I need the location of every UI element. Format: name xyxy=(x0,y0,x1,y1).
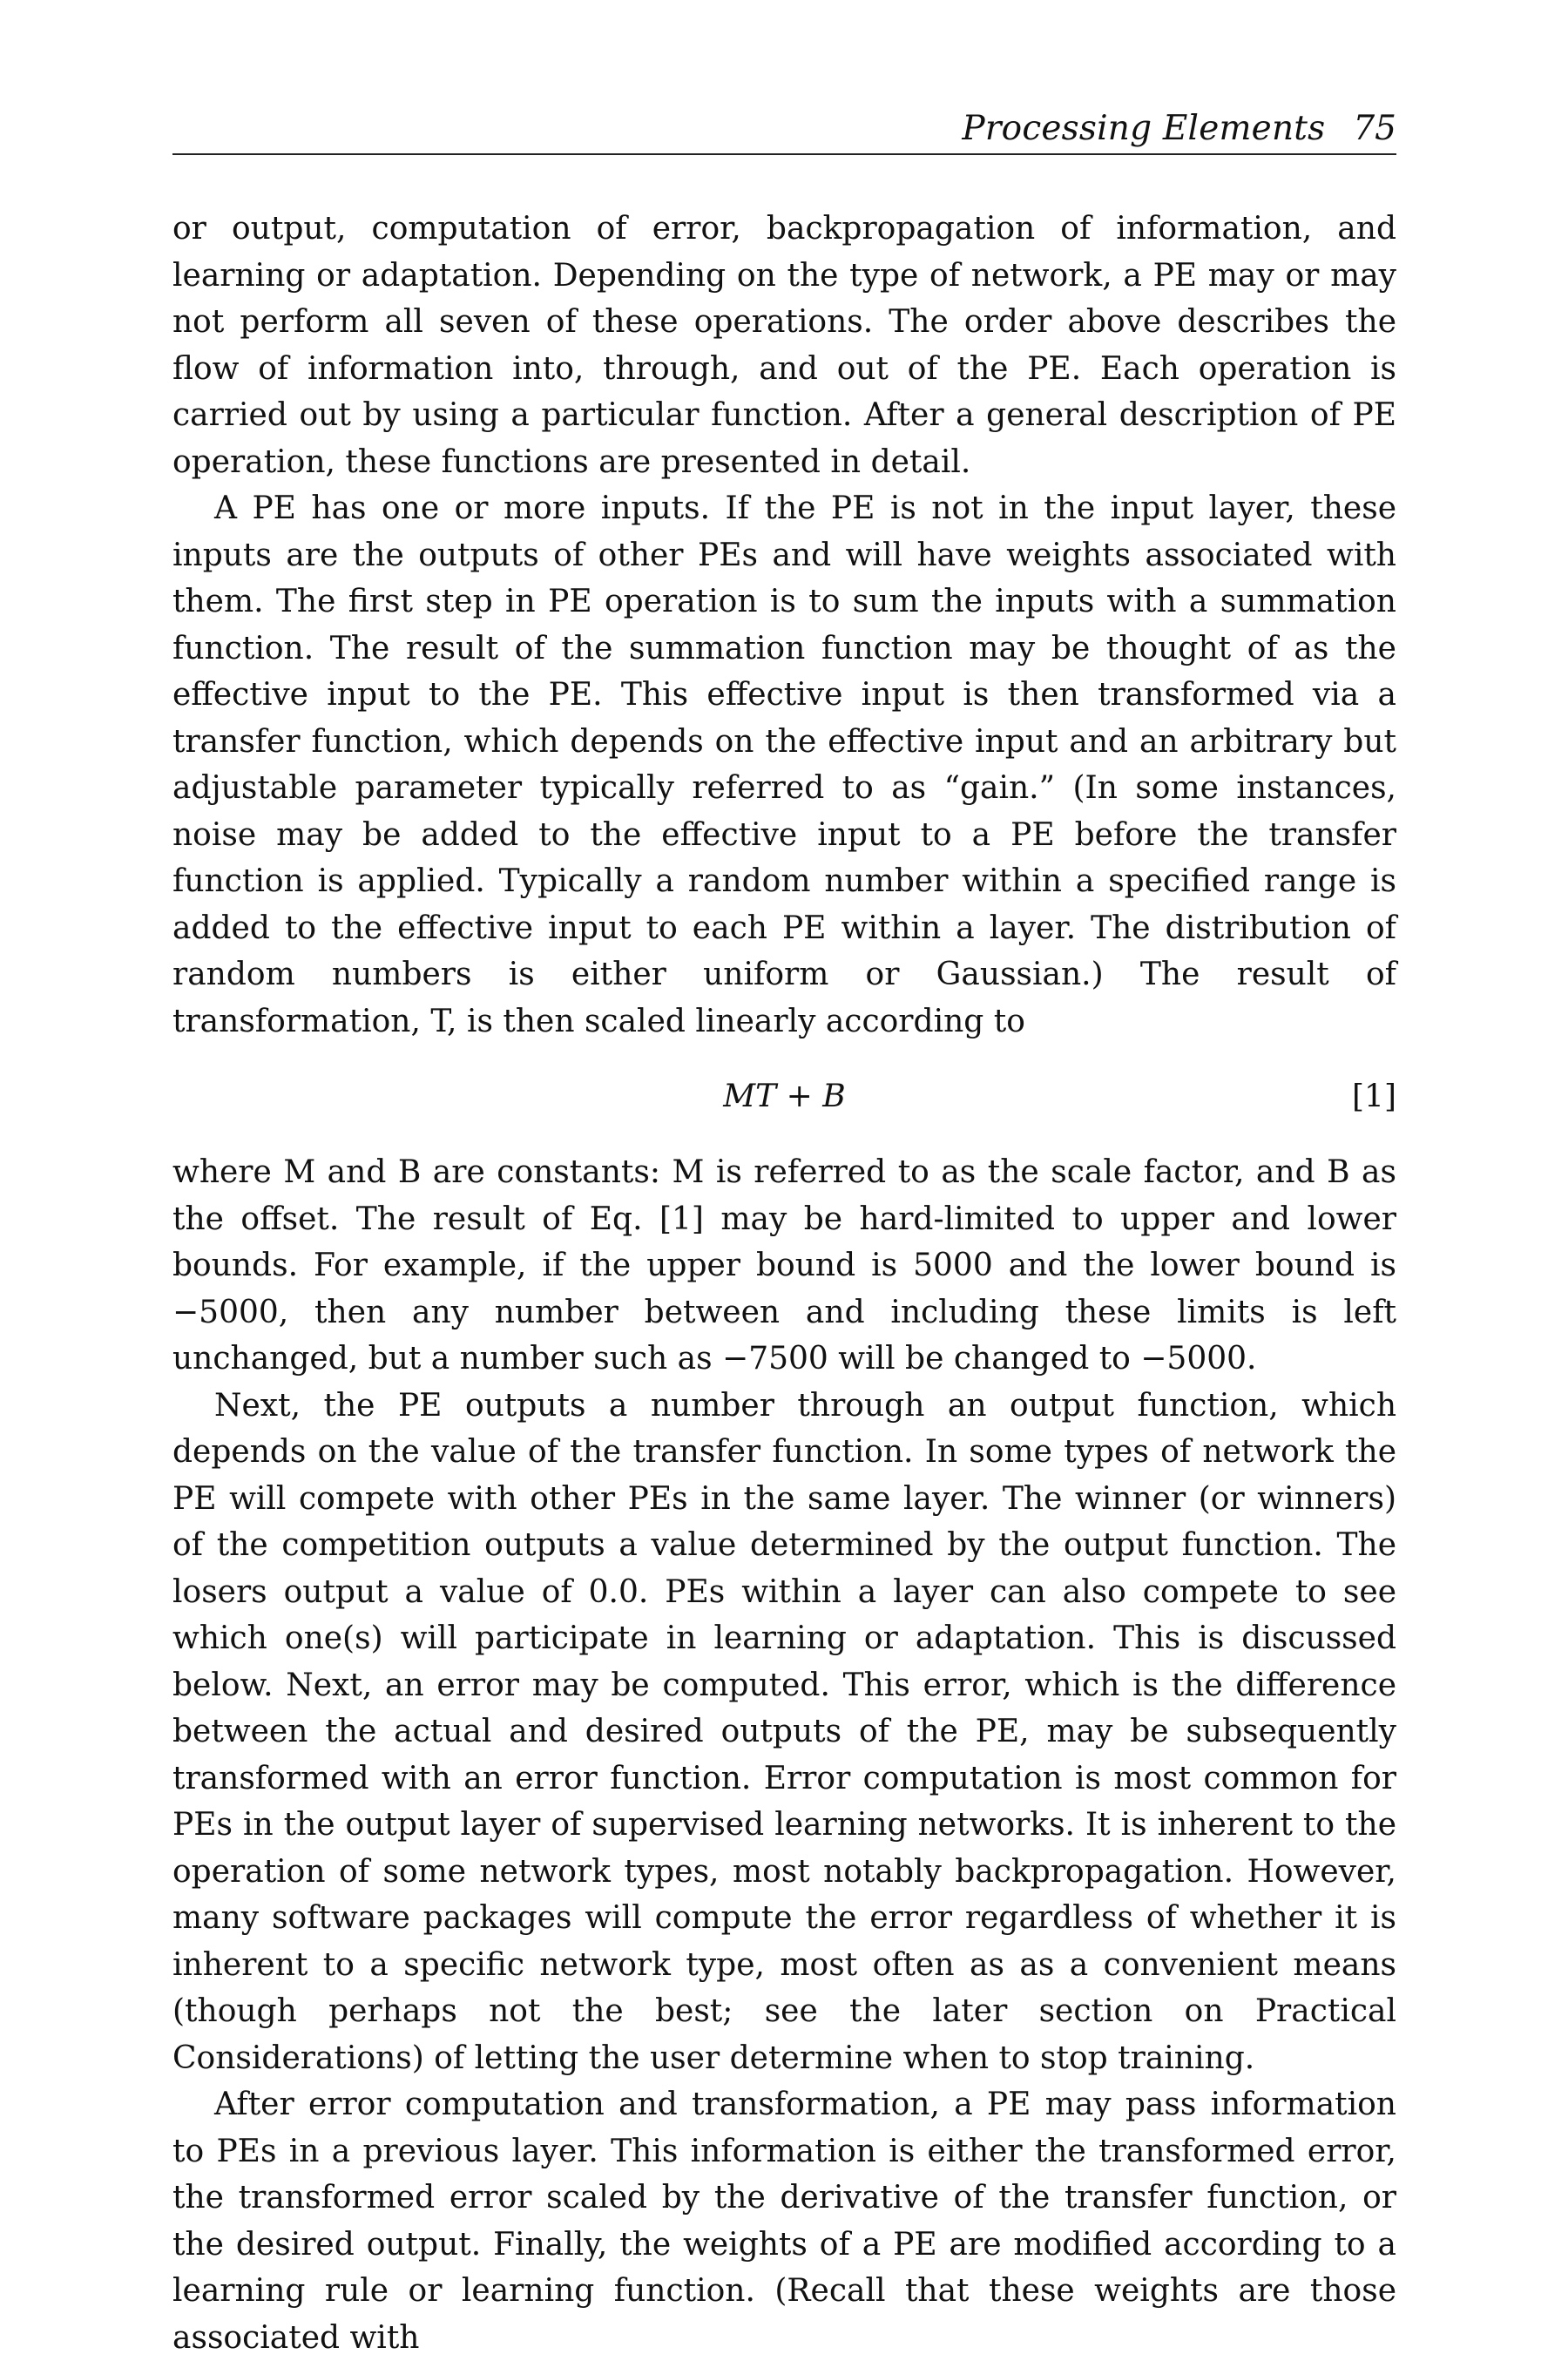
equation-expression: MT + B xyxy=(723,1079,846,1115)
paragraph-2: A PE has one or more inputs. If the PE is not in the input layer, these inputs are the outputs of other PEs and will have weights associated with them. The first step in PE operation is to sum the inputs with a summation function. The result of the summation function may be thought of as the effective input to the PE. This effective input is then transformed via a transfer function, which depends on the effective input and an arbitrary but adjustable parameter typically referred to as “gain.” (In some instances, noise may be added to the effective input to a PE before the transfer function is applied. Typically a random number within a specified range is added to the effective input to each PE within a layer. The distribution of random numbers is either uniform or Gaussian.) The result of transformation, T, is then scaled linearly according to xyxy=(172,490,1396,1039)
page-number: 75 xyxy=(1353,109,1396,148)
paragraph-4: Next, the PE outputs a number through an output function, which depends on the value of the transfer function. In some types of network the PE will compete with other PEs in the same layer. The winner (or winners) of the competition outputs a value determined by the output function. The losers output a value of 0.0. PEs within a layer can also compete to see which one(s) will participate in learning or adaptation. This is discussed below. Next, an error may be computed. This error, which is the difference between the actual and desired outputs of the PE, may be subsequently transformed with an error function. Error computation is most common for PEs in the output layer of supervised learning networks. It is inherent to the operation of some network types, most notably backpropagation. However, many software packages will compute the error regardless of whether it is inherent to a specific network type, most often as as a convenient means (though perhaps not the best; see the later section on Practical Considerations) of letting the user determine when to stop training. xyxy=(172,1387,1396,2076)
body-text xyxy=(172,206,1396,2361)
equation-number: [1] xyxy=(1352,1079,1396,1115)
paragraph-5: After error computation and transformation, a PE may pass information to PEs in a previous layer. This information is either the transformed error, the transformed error scaled by the derivative of the transfer function, or the desired output. Finally, the weights of a PE are modified according to a learning rule or learning function. (Recall that these weights are those associated with xyxy=(172,2087,1396,2356)
running-head: Processing Elements xyxy=(962,109,1326,148)
page-header xyxy=(172,87,1396,155)
book-page xyxy=(172,87,1396,2361)
paragraph-1: or output, computation of error, backpropagation of information, and learning or adaptation. Depending on the type of network, a PE may or may not perform all seven of these operations. The order above describes the flow of information into, through, and out of the PE. Each operation is carried out by using a particular function. After a general description of PE operation, these functions are presented in detail. xyxy=(172,211,1396,480)
equation-1 xyxy=(172,1045,1396,1149)
paragraph-3: where M and B are constants: M is referred to as the scale factor, and B as the offset. The result of Eq. [1] may be hard-limited to upper and lower bounds. For example, if the upper bound is 5000 and the lower bound is −5000, then any number between and including these limits is left unchanged, but a number such as −7500 will be changed to −5000. xyxy=(172,1154,1396,1377)
